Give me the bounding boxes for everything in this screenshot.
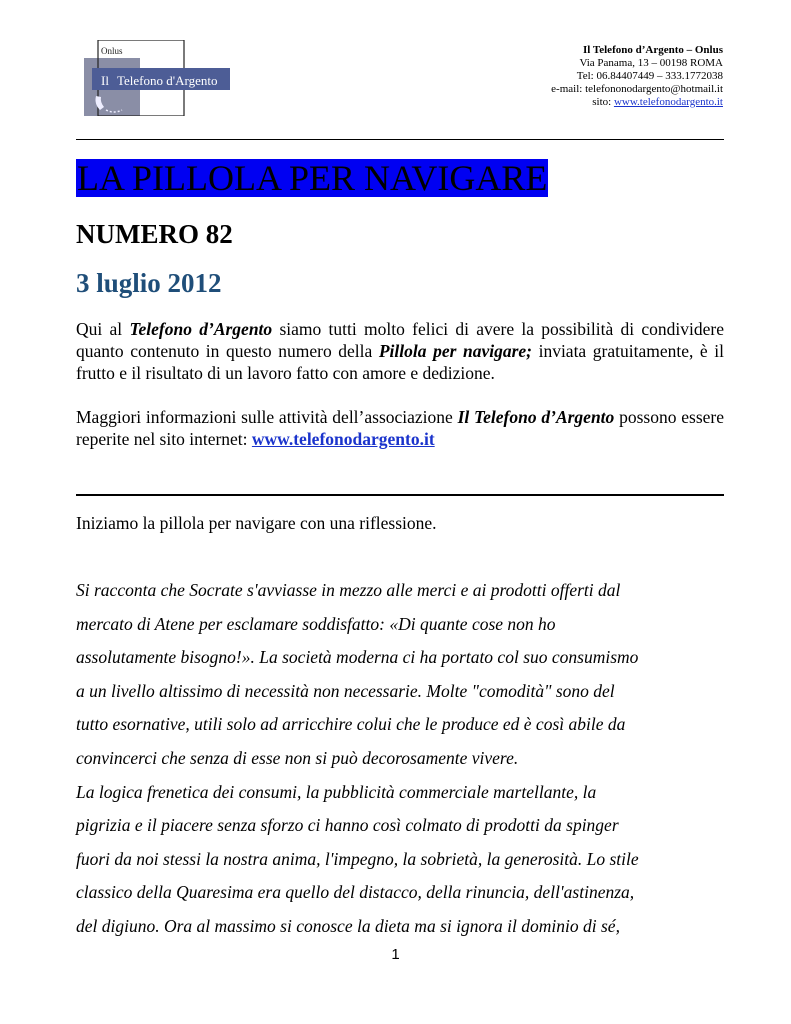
intro-text-2: siamo tutti molto felici di avere la possibilità di condividere quanto contenuto in questo numero della bbox=[76, 319, 724, 361]
info-text-1: Maggiori informazioni sulle attività dell’associazione bbox=[76, 407, 458, 427]
org-site bbox=[423, 96, 723, 109]
lead-paragraph: Iniziamo la pillola per navigare con una riflessione. bbox=[76, 513, 437, 533]
quote-line: Si racconta che Socrate s'avviasse in mezzo alle merci e ai prodotti offerti dal bbox=[76, 580, 621, 600]
org-site-link[interactable]: www.telefonodargento.it bbox=[613, 96, 723, 108]
logo-il-text: Il bbox=[101, 73, 109, 88]
logo-onlus-text: Onlus bbox=[101, 46, 123, 56]
intro-text-3: inviata gratuitamente, è il frutto e il risultato di un lavoro fatto con amore e dedizione. bbox=[76, 341, 724, 383]
header-divider bbox=[76, 139, 724, 140]
info-site-link[interactable]: www.telefonodargento.it bbox=[251, 429, 435, 449]
quote-line: tutto esornative, utili solo ad arricchire colui che le produce ed è così abile da bbox=[76, 714, 626, 735]
info-text-2: possono essere reperite nel sito internet: bbox=[76, 407, 725, 449]
quote-line: classico della Quaresima era quello del distacco, della rinuncia, dell'astinenza, bbox=[76, 882, 635, 903]
quote-line: mercato di Atene per esclamare soddisfatto: «Di quante cose non ho bbox=[76, 613, 556, 634]
logo-name-text: Telefono d'Argento bbox=[117, 73, 218, 88]
page-number: 1 bbox=[391, 946, 400, 963]
section-divider bbox=[76, 494, 724, 496]
telefono-dargento-logo bbox=[84, 40, 234, 116]
header-contact-block bbox=[423, 44, 723, 109]
quote-line: del digiuno. Ora al massimo si conosce la dieta ma si ignora il dominio di sé, bbox=[76, 915, 620, 936]
org-name: Il Telefono d’Argento – Onlus bbox=[583, 44, 723, 56]
info-emphasis: Il Telefono d’Argento bbox=[457, 407, 615, 427]
issue-number: NUMERO 82 bbox=[76, 219, 233, 249]
quote-line: assolutamente bisogno!». La società moderna ci ha portato col suo consumismo bbox=[76, 647, 639, 668]
quote-line: La logica frenetica dei consumi, la pubblicità commerciale martellante, la bbox=[76, 781, 597, 802]
org-address: Via Panama, 13 – 00198 ROMA bbox=[579, 57, 723, 69]
quote-line: a un livello altissimo di necessità non necessarie. Molte "comodità" sono del bbox=[76, 680, 615, 701]
quote-line: fuori da noi stessi la nostra anima, l'impegno, la sobrietà, la generosità. Lo stile bbox=[76, 848, 639, 869]
quote-line: convincerci che senza di esse non si può decorosamente vivere. bbox=[76, 747, 519, 768]
org-email: e-mail: telefononodargento@hotmail.it bbox=[551, 83, 723, 95]
reflection-quote bbox=[76, 574, 724, 944]
intro-text-1: Qui al bbox=[76, 319, 130, 339]
intro-emphasis-2: Pillola per navigare; bbox=[378, 341, 532, 361]
issue-date: 3 luglio 2012 bbox=[76, 268, 222, 298]
document-title: LA PILLOLA PER NAVIGARE bbox=[77, 158, 548, 198]
org-phone: Tel: 06.84407449 – 333.1772038 bbox=[576, 70, 723, 82]
intro-emphasis-1: Telefono d’Argento bbox=[129, 319, 273, 339]
intro-paragraph bbox=[76, 318, 724, 384]
org-site-prefix: sito: bbox=[592, 96, 614, 108]
quote-line: pigrizia e il piacere senza sforzo ci hanno così colmato di prodotti da spinger bbox=[76, 815, 619, 836]
info-paragraph bbox=[76, 406, 724, 450]
